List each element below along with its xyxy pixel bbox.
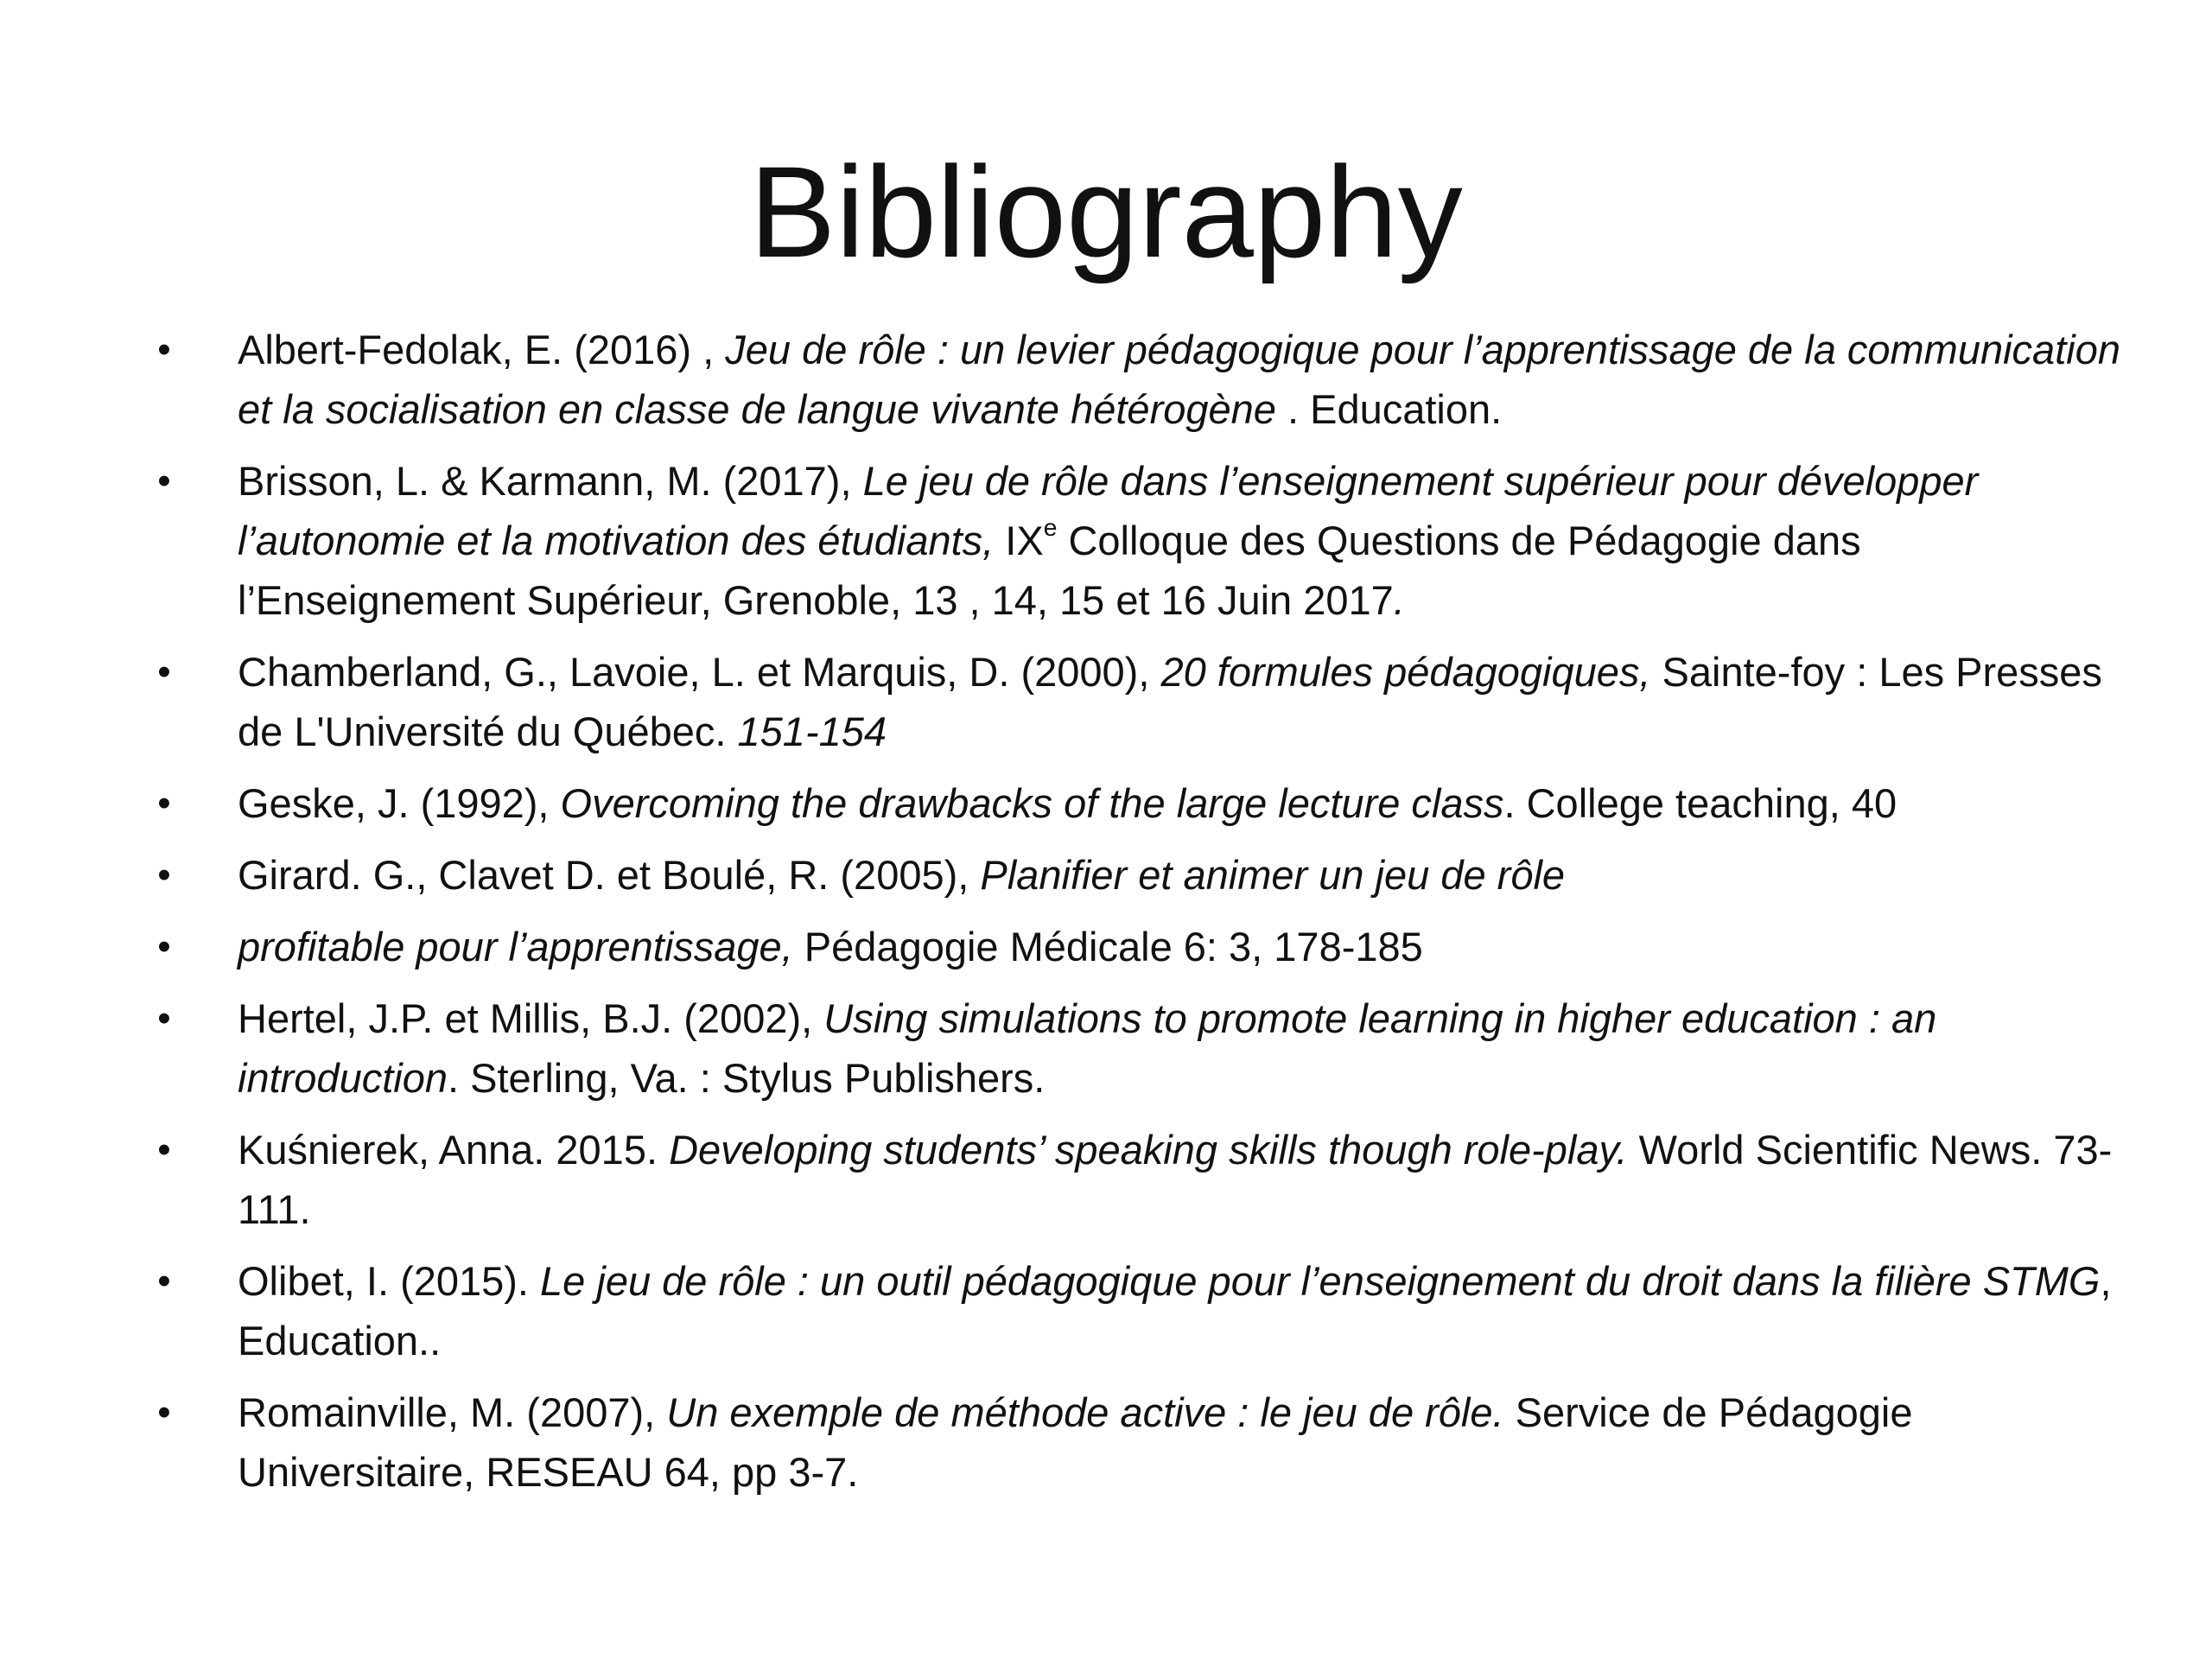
reference-ordinal: IX: [994, 518, 1044, 563]
reference-source: , Education..: [238, 1258, 2112, 1363]
bullet-icon: •: [157, 651, 171, 693]
reference-title: Developing students’ speaking skills though role-play.: [669, 1127, 1628, 1173]
reference-author: Brisson, L. & Karmann, M. (2017),: [238, 458, 863, 504]
reference-source-end: .: [1393, 577, 1405, 623]
reference-author: Girard. G., Clavet D. et Boulé, R. (2005),: [238, 852, 981, 898]
reference-author: Kuśnierek, Anna. 2015.: [238, 1127, 670, 1173]
reference-author: Chamberland, G., Lavoie, L. et Marquis, D. (2000),: [238, 649, 1161, 695]
reference-list: [151, 320, 2121, 1514]
reference-source: . College teaching, 40: [1503, 780, 1897, 826]
reference-source: . Education.: [1275, 386, 1503, 432]
slide-title: Bibliography: [749, 139, 1463, 284]
reference-source: . Sterling, Va. : Stylus Publishers.: [448, 1055, 1046, 1101]
reference-source: Colloque des Questions de Pédagogie dans l’Enseignement Supérieur, Grenoble, 13 , 14, 15 et 16 Juin 2017: [238, 518, 1861, 623]
reference-item: [151, 320, 2121, 439]
reference-pages: 151-154: [737, 709, 887, 754]
reference-title: Le jeu de rôle : un outil pédagogique pour l’enseignement du droit dans la filière STMG: [540, 1258, 2101, 1304]
reference-source: World Scientific News. 73-111.: [238, 1127, 2113, 1232]
reference-item: [151, 1251, 2121, 1370]
reference-author: Geske, J. (1992),: [238, 780, 561, 826]
reference-item: [151, 988, 2121, 1108]
reference-item: [151, 1120, 2121, 1239]
bullet-icon: •: [157, 854, 171, 896]
reference-item: [151, 1382, 2121, 1502]
reference-title: 20 formules pédagogiques,: [1160, 649, 1651, 695]
reference-title: Jeu de rôle : un levier pédagogique pour l’apprentissage de la communication et la socialisation en classe de langue vivante hétérogène: [238, 327, 2120, 432]
reference-title: profitable pour l’apprentissage,: [238, 924, 793, 969]
reference-title: Un exemple de méthode active : le jeu de rôle.: [666, 1389, 1504, 1435]
reference-author: Romainville, M. (2007),: [238, 1389, 667, 1435]
reference-author: Hertel, J.P. et Millis, B.J. (2002),: [238, 995, 824, 1041]
reference-item: [151, 917, 2121, 976]
reference-source: Pédagogie Médicale 6: 3, 178-185: [792, 924, 1423, 969]
reference-source: Service de Pédagogie Universitaire, RESEAU 64, pp 3-7.: [238, 1389, 1913, 1495]
reference-author: Albert-Fedolak, E. (2016) ,: [238, 327, 726, 372]
reference-author: Olibet, I. (2015).: [238, 1258, 541, 1304]
bullet-icon: •: [157, 782, 171, 824]
bullet-icon: •: [157, 1128, 171, 1171]
reference-title: Le jeu de rôle dans l’enseignement supérieur pour développer l’autonomie et la motivation des étudiants,: [238, 458, 1979, 563]
bullet-icon: •: [157, 1391, 171, 1433]
reference-item: [151, 845, 2121, 905]
reference-item: [151, 451, 2121, 630]
reference-source: Sainte-foy : Les Presses de L'Université du Québec.: [238, 649, 2102, 754]
bullet-icon: •: [157, 997, 171, 1039]
reference-title: Planifier et animer un jeu de rôle: [980, 852, 1566, 898]
reference-item: [151, 642, 2121, 761]
reference-title: Using simulations to promote learning in higher education : an introduction: [238, 995, 1937, 1101]
bullet-icon: •: [157, 925, 171, 968]
reference-ordinal-superscript: e: [1043, 512, 1058, 541]
reference-title: Overcoming the drawbacks of the large lecture class: [560, 780, 1504, 826]
reference-item: [151, 773, 2121, 833]
bullet-icon: •: [157, 460, 171, 502]
bullet-icon: •: [157, 328, 171, 371]
bullet-icon: •: [157, 1260, 171, 1302]
